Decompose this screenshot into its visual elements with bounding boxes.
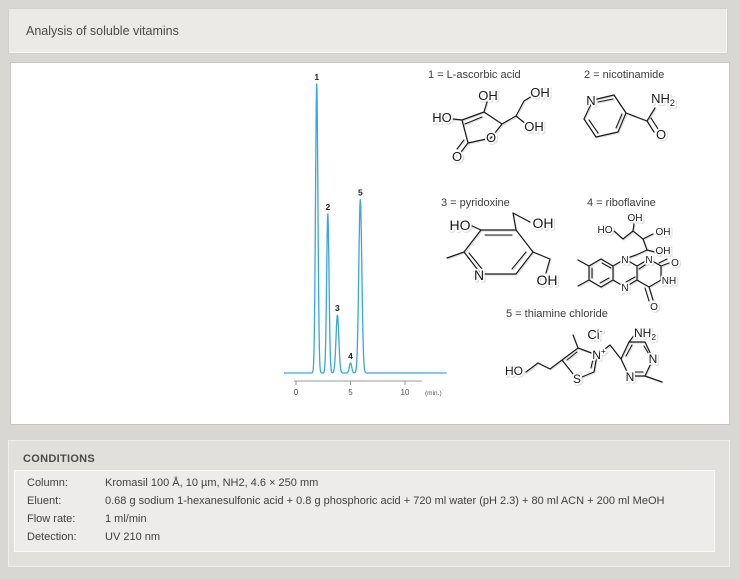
double-bond-lines <box>589 99 658 133</box>
conditions-table <box>14 470 715 552</box>
atom-label: OH <box>524 119 544 134</box>
atom-label: HO <box>449 217 471 233</box>
conditions-heading: CONDITIONS <box>23 453 96 465</box>
atom-label: OH <box>627 213 643 224</box>
atom-label: N+ <box>592 346 606 362</box>
atom-label: O <box>650 302 658 313</box>
compound-label-5: 5 = thiamine chloride <box>506 308 608 320</box>
atom-label: HO <box>432 110 452 125</box>
peak-number-label: 3 <box>335 303 340 314</box>
condition-value: UV 210 nm <box>105 531 161 543</box>
table-row <box>23 510 706 528</box>
atom-label: O <box>671 258 679 269</box>
atom-label: N <box>645 255 653 266</box>
atom-label: O <box>451 149 463 164</box>
structure-thiamine-chloride <box>466 323 701 406</box>
atom-label: OH <box>530 85 550 100</box>
atom-label: $NH_2$ <box>651 91 675 108</box>
condition-label: Column: <box>27 477 68 489</box>
x-axis-tick-label: 5 <box>348 388 353 397</box>
compound-label-3: 3 = pyridoxine <box>441 197 510 209</box>
atom-label: N <box>621 255 629 266</box>
atom-label: OH <box>655 227 671 238</box>
atom-label: $NH_2$ <box>633 326 657 342</box>
condition-value: 0.68 g sodium 1-hexanesulfonic acid + 0.8 g phosphoric acid + 720 ml water (pH 2.3) + 80 ml ACN + 200 ml MeOH <box>105 495 665 507</box>
structure-nicotinamide <box>576 83 706 168</box>
atom-label: NH <box>661 276 677 287</box>
chromatogram-trace <box>284 84 446 373</box>
atom-label: OH <box>532 215 554 231</box>
condition-label: Eluent: <box>27 495 62 507</box>
condition-label: Flow rate: <box>27 513 76 525</box>
condition-value: Kromasil 100 Å, 10 µm, NH2, 4.6 × 250 mm <box>105 477 319 489</box>
double-bond-lines <box>469 235 526 269</box>
x-axis-tick-label: 0 <box>293 388 299 397</box>
figure-panel <box>10 62 730 425</box>
compound-label-1: 1 = L-ascorbic acid <box>428 69 521 81</box>
atom-label: OH <box>655 246 671 257</box>
structure-riboflavine <box>571 211 711 316</box>
table-row <box>23 528 706 546</box>
atom-label: OH <box>478 88 498 103</box>
x-axis-tick-label: 10 <box>400 388 410 397</box>
atom-label: N <box>586 93 596 108</box>
conditions-panel <box>8 440 730 567</box>
double-bond-lines <box>457 117 482 149</box>
compound-label-2: 2 = nicotinamide <box>584 69 665 81</box>
peak-number-label: 1 <box>314 72 320 82</box>
atom-label: N <box>473 267 485 283</box>
peak-number-label: 2 <box>325 202 331 213</box>
atom-label: O <box>485 130 497 145</box>
page-title: Analysis of soluble vitamins <box>26 24 179 38</box>
structure-pyridoxine <box>431 206 576 301</box>
double-bond-lines <box>592 259 667 301</box>
compound-label-4: 4 = riboflavine <box>587 197 656 209</box>
condition-label: Detection: <box>27 531 77 543</box>
atom-label: N <box>648 352 658 366</box>
peak-number-label: 5 <box>357 187 363 198</box>
atom-label: HO <box>505 364 523 378</box>
structure-l-ascorbic-acid <box>426 83 571 178</box>
atom-label: Cl- <box>587 326 603 342</box>
table-row <box>23 492 706 510</box>
atom-label: N <box>621 283 629 294</box>
table-row <box>23 474 706 492</box>
peak-number-label: 4 <box>348 350 353 361</box>
page-title-bar <box>8 8 728 54</box>
atom-label: S <box>572 372 582 386</box>
atom-label: HO <box>597 225 613 236</box>
atom-label: OH <box>536 272 558 288</box>
atom-label: O <box>655 127 667 142</box>
x-axis-unit-label: (min.) <box>425 390 442 397</box>
atom-label: N <box>625 370 635 384</box>
condition-value: 1 ml/min <box>105 513 147 525</box>
